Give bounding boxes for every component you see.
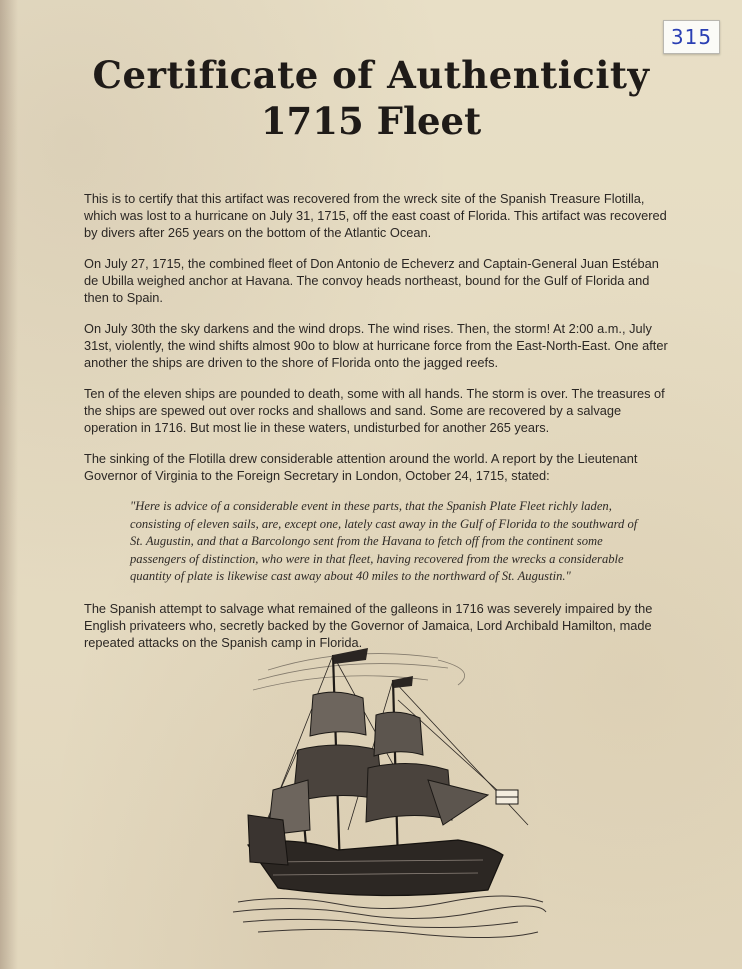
paragraph-departure: On July 27, 1715, the combined fleet of Don Antonio de Echeverz and Captain-General Juan Estéban de Ubilla weighed anchor at Havana. The convoy heads northeast, bound for the Gulf of Florida and then to Spain. — [84, 256, 659, 305]
page-number-sticker: 315 — [663, 20, 720, 54]
paper-edge-shadow — [0, 0, 18, 969]
certificate-title: Certificate of Authenticity — [92, 53, 650, 97]
paragraph-report: The sinking of the Flotilla drew considerable attention around the world. A report by the Lieutenant Governor of Virginia to the Foreign Secretary in London, October 24, 1715, stated: — [84, 451, 638, 483]
certificate-subtitle: 1715 Fleet — [260, 99, 482, 143]
galleon-illustration — [228, 640, 548, 940]
historical-quote: "Here is advice of a considerable event in these parts, that the Spanish Plate Fleet richly laden, consisting of eleven sails, are, except one, lately cast away in the Gulf of Florida to the southward of St. Augustin, and that a Barcolongo sent from the Havana to fetch off from the continent some passengers of distinction, who were in that fleet, having recovered from the wrecks a considerable quantity of plate is likewise cast away about 40 miles to the northward of St. Augustin." — [130, 499, 638, 584]
paragraph-wreck: Ten of the eleven ships are pounded to death, some with all hands. The storm is over. The treasures of the ships are spewed out over rocks and shallows and sand. Some are recovered by a salvage operation in 1716. But most lie in these waters, undisturbed for another 265 years. — [84, 386, 665, 435]
certificate-body — [84, 190, 670, 665]
paragraph-salvage: The Spanish attempt to salvage what remained of the galleons in 1716 was severely impaired by the English privateers who, secretly backed by the Governor of Jamaica, Lord Archibald Hamilton, made repeated attacks on the Spanish camp in Florida. — [84, 600, 653, 650]
paragraph-certification: This is to certify that this artifact was recovered from the wreck site of the Spanish Treasure Flotilla, which was lost to a hurricane on July 31, 1715, off the east coast of Florida. This artifact was recovered by divers after 265 years on the bottom of the Atlantic Ocean. — [84, 191, 667, 240]
paragraph-storm: On July 30th the sky darkens and the wind drops. The wind rises. Then, the storm! At 2:00 a.m., July 31st, violently, the wind shifts almost 90o to blow at hurricane force from the East-North-East. One after another the ships are driven to the shore of Florida onto the jagged reefs. — [84, 321, 668, 370]
